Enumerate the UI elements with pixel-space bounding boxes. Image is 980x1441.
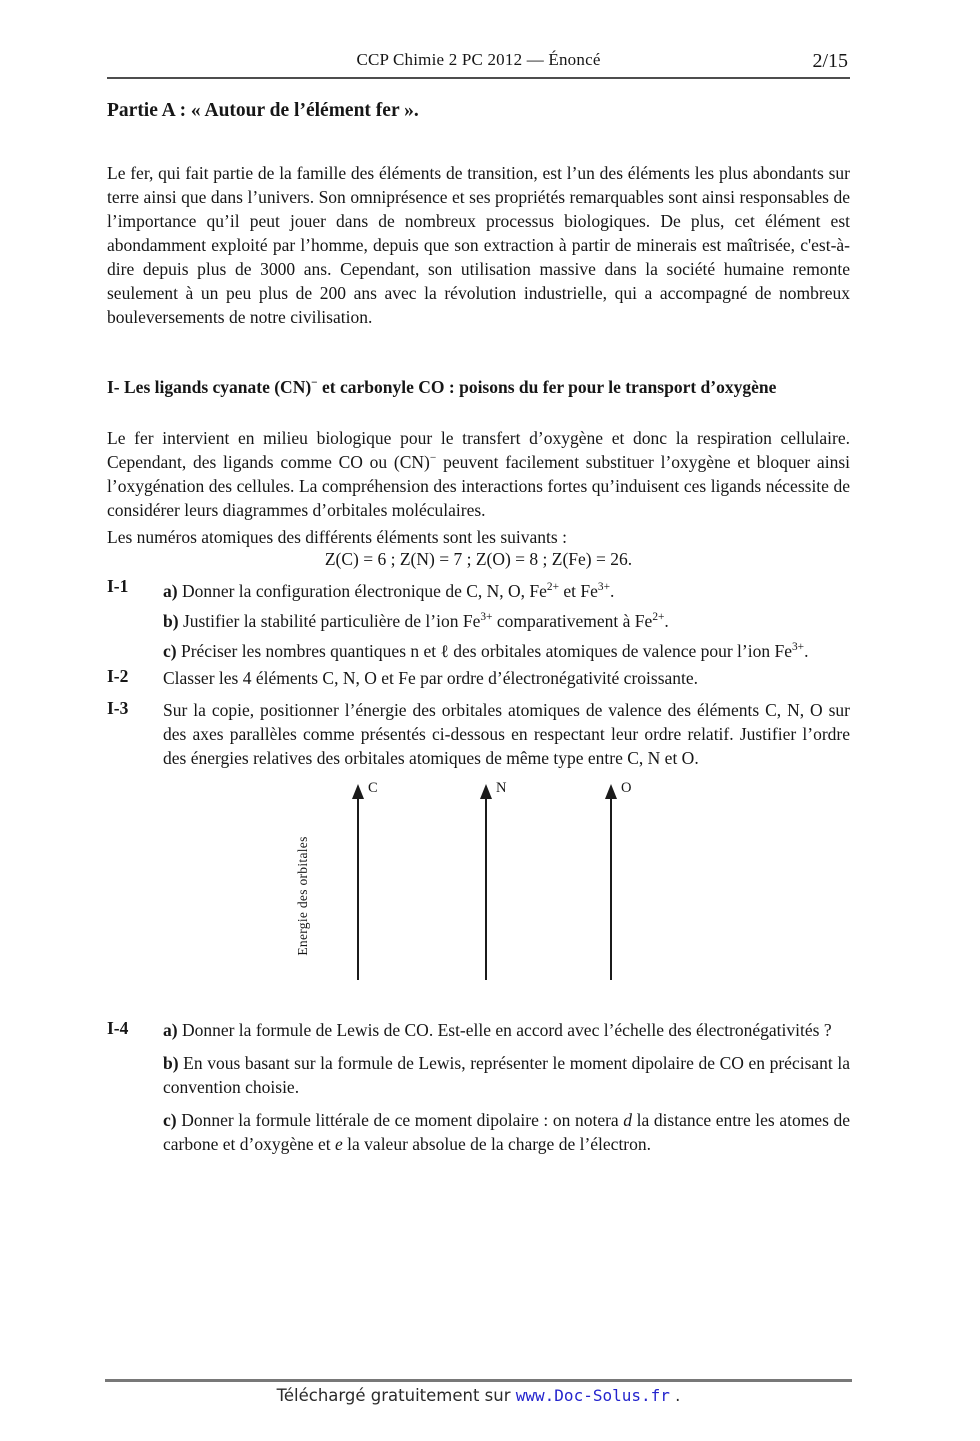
question-i4-part-b: b) En vous basant sur la formule de Lewis, représenter le moment dipolaire de CO en précisant la convention choisie.: [163, 1053, 850, 1097]
axis-line: [610, 787, 612, 980]
question-i2-label: I-2: [107, 666, 129, 686]
orbital-energy-axes-diagram: [107, 780, 850, 980]
question-i3: [107, 698, 850, 770]
question-i4-body: [163, 1018, 850, 1165]
page-header: [107, 42, 850, 79]
axis-line: [485, 787, 487, 980]
energy-axis-ylabel: Energie des orbitales: [295, 836, 310, 956]
question-i1-part-b: b) Justifier la stabilité particulière de l’ion $Fe^{3+}$ comparativement à $Fe^{2+}$.: [163, 611, 669, 631]
question-i1: [107, 576, 850, 666]
atomic-numbers-intro: Les numéros atomiques des différents éléments sont les suivants :: [107, 527, 567, 547]
part-a-title: Partie A : « Autour de l’élément fer ».: [107, 100, 419, 121]
footer: [107, 1386, 850, 1405]
axis-label-o: O: [621, 780, 632, 796]
footer-suffix-text: .: [669, 1386, 681, 1405]
question-i3-body: [163, 698, 850, 770]
intro-paragraph: Le fer, qui fait partie de la famille des éléments de transition, est l’un des éléments les plus abondants sur terre ainsi que dans l’univers. Son omniprésence et ses propriétés remarquables sont ainsi responsables de l’importance qu’il peut jouer dans de nombreux processus biologiques. De plus, cet élément est abondamment exploité par l’homme, depuis que son extraction à partir de minerais est maîtrisée, c'est-à-dire depuis plus de 3000 ans. Cependant, son utilisation massive dans la société humaine remonte seulement à un peu plus de 200 ans avec la révolution industrielle, qui a accompagné de nombreux bouleversements de notre civilisation.: [107, 163, 850, 327]
question-i1-body: [163, 576, 850, 666]
axis-label-c: C: [368, 780, 378, 796]
question-i4-part-c: c) Donner la formule littérale de ce moment dipolaire : on notera d la distance entre les atomes de carbone et d’oxygène et e la valeur absolue de la charge de l’électron.: [163, 1110, 850, 1154]
axis-line: [357, 787, 359, 980]
question-i1-part-a: a) Donner la configuration électronique de C, N, O, $Fe^{2+}$ et $Fe^{3+}$.: [163, 581, 615, 601]
up-arrow-icon: [605, 784, 617, 799]
question-i2: [107, 666, 850, 690]
header-page-number: 2/15: [812, 50, 848, 72]
axis-label-n: N: [496, 780, 507, 796]
footer-divider: [105, 1379, 852, 1382]
question-i1-label: I-1: [107, 576, 129, 596]
up-arrow-icon: [352, 784, 364, 799]
question-i2-body: [163, 666, 850, 690]
question-i4-label: I-4: [107, 1018, 129, 1038]
section-paragraph: Le fer intervient en milieu biologique pour le transfert d’oxygène et donc la respiration cellulaire. Cependant, des ligands comme CO ou (CN)− peuvent facilement substituer l’oxygène et bloquer ainsi l’oxygénation des cellules. La compréhension des interactions fortes qu’induisent ces ligands nécessite de considérer leurs diagrammes d’orbitales moléculaires.: [107, 428, 850, 520]
question-i1-part-c: c) Préciser les nombres quantiques n et ℓ des orbitales atomiques de valence pour l’ion $Fe^{3+}$.: [163, 641, 809, 661]
atomic-numbers-values: Z(C) = 6 ; Z(N) = 7 ; Z(O) = 8 ; Z(Fe) = 26.: [324, 549, 633, 569]
footer-prefix-text: Téléchargé gratuitement sur: [276, 1386, 516, 1405]
header-course-title: CCP Chimie 2 PC 2012 — Énoncé: [356, 50, 601, 69]
question-i3-label: I-3: [107, 698, 129, 718]
question-i3-text: Sur la copie, positionner l’énergie des orbitales atomiques de valence des éléments C, N, O sur des axes parallèles comme présentés ci-dessous en respectant leur ordre relatif. Justifier l’ordre des énergies relatives des orbitales atomiques de même type entre C, N et O.: [163, 700, 850, 768]
doc-solus-link[interactable]: www.Doc-Solus.fr: [515, 1386, 670, 1405]
question-i4: [107, 1018, 850, 1165]
section-i-heading: I- Les ligands cyanate (CN)− et carbonyle CO : poisons du fer pour le transport d’oxygène: [107, 377, 777, 397]
question-i4-part-a: a) Donner la formule de Lewis de CO. Est-elle en accord avec l’échelle des électronégativités ?: [163, 1020, 832, 1040]
question-i2-text: Classer les 4 éléments C, N, O et Fe par ordre d’électronégativité croissante.: [163, 668, 699, 688]
up-arrow-icon: [480, 784, 492, 799]
